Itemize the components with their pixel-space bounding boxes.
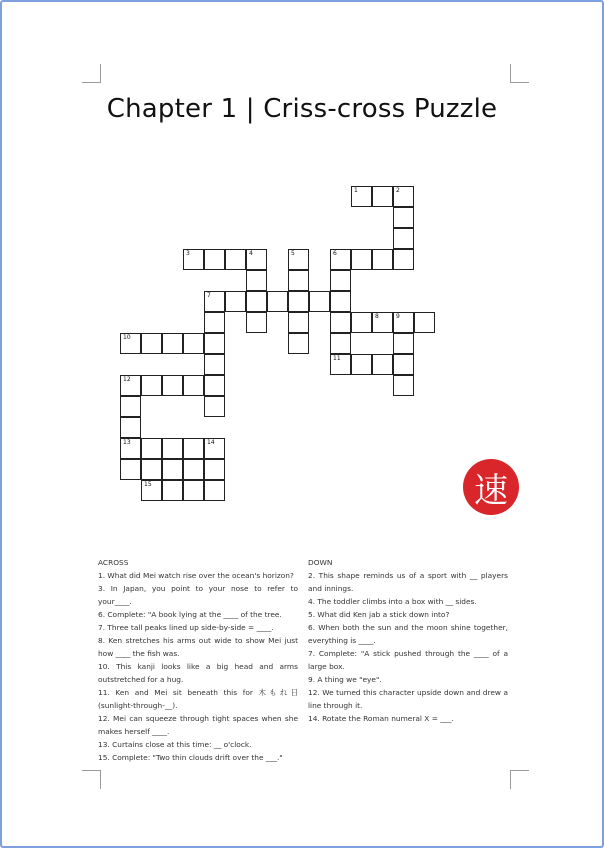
grid-cell[interactable] (393, 186, 414, 207)
grid-cell[interactable] (246, 312, 267, 333)
grid-cell[interactable] (351, 354, 372, 375)
grid-cell[interactable] (330, 291, 351, 312)
clue-number: 9 (396, 313, 400, 320)
grid-cell[interactable] (141, 333, 162, 354)
grid-cell[interactable] (120, 375, 141, 396)
across-clue: 8. Ken stretches his arms out wide to show Mei just how ____ the fish was. (98, 636, 298, 658)
grid-cell[interactable] (204, 375, 225, 396)
down-clue: 4. The toddler climbs into a box with __ sides. (308, 597, 477, 606)
grid-cell[interactable] (183, 459, 204, 480)
clue-number: 1 (354, 187, 358, 194)
down-clues (308, 556, 508, 725)
grid-cell[interactable] (351, 186, 372, 207)
grid-cell[interactable] (330, 249, 351, 270)
grid-cell[interactable] (120, 396, 141, 417)
grid-cell[interactable] (162, 333, 183, 354)
crop-mark-bottom-left (82, 770, 101, 789)
across-clue: 12. Mei can squeeze through tight spaces when she makes herself ____. (98, 714, 298, 736)
grid-cell[interactable] (288, 333, 309, 354)
grid-cell[interactable] (162, 480, 183, 501)
clue-number: 12 (123, 376, 131, 383)
clue-number: 7 (207, 292, 211, 299)
grid-cell[interactable] (183, 480, 204, 501)
page-title: Chapter 1 | Criss-cross Puzzle (106, 94, 498, 124)
grid-cell[interactable] (246, 291, 267, 312)
grid-cell[interactable] (183, 438, 204, 459)
crop-mark-bottom-right (510, 770, 529, 789)
grid-cell[interactable] (204, 333, 225, 354)
grid-cell[interactable] (204, 438, 225, 459)
down-clue: 12. We turned this character upside down and drew a line through it. (308, 688, 508, 710)
down-clue: 6. When both the sun and the moon shine together, everything is ____. (308, 623, 508, 645)
grid-cell[interactable] (183, 375, 204, 396)
grid-cell[interactable] (330, 270, 351, 291)
across-clue-list (98, 569, 298, 764)
grid-cell[interactable] (414, 312, 435, 333)
grid-cell[interactable] (372, 354, 393, 375)
clue-number: 4 (249, 250, 253, 257)
clue-number: 5 (291, 250, 295, 257)
grid-cell[interactable] (141, 480, 162, 501)
clue-number: 14 (207, 439, 215, 446)
speed-kanji-badge (463, 459, 519, 515)
across-clues (98, 556, 298, 764)
clue-number: 8 (375, 313, 379, 320)
grid-cell[interactable] (351, 312, 372, 333)
grid-cell[interactable] (267, 291, 288, 312)
across-clue: 15. Complete: "Two thin clouds drift over the ___." (98, 753, 283, 762)
grid-cell[interactable] (120, 438, 141, 459)
clue-number: 6 (333, 250, 337, 257)
down-header: DOWN (308, 558, 333, 567)
across-clue: 10. This kanji looks like a big head and arms outstretched for a hug. (98, 662, 298, 684)
grid-cell[interactable] (204, 459, 225, 480)
grid-cell[interactable] (372, 186, 393, 207)
grid-cell[interactable] (120, 459, 141, 480)
clue-number: 2 (396, 187, 400, 194)
grid-cell[interactable] (393, 354, 414, 375)
grid-cell[interactable] (330, 333, 351, 354)
grid-cell[interactable] (204, 312, 225, 333)
down-clue: 14. Rotate the Roman numeral X = ___. (308, 714, 454, 723)
down-clue-list (308, 569, 508, 725)
grid-cell[interactable] (225, 249, 246, 270)
grid-cell[interactable] (162, 375, 183, 396)
grid-cell[interactable] (204, 354, 225, 375)
grid-cell[interactable] (204, 291, 225, 312)
grid-cell[interactable] (330, 354, 351, 375)
grid-cell[interactable] (330, 312, 351, 333)
grid-cell[interactable] (246, 270, 267, 291)
grid-cell[interactable] (372, 249, 393, 270)
across-clue: 1. What did Mei watch rise over the ocean's horizon? (98, 571, 294, 580)
grid-cell[interactable] (162, 459, 183, 480)
grid-cell[interactable] (393, 249, 414, 270)
grid-cell[interactable] (288, 312, 309, 333)
across-clue: 13. Curtains close at this time: __ o'clock. (98, 740, 252, 749)
grid-cell[interactable] (288, 270, 309, 291)
down-clue: 9. A thing we "eye". (308, 675, 382, 684)
grid-cell[interactable] (141, 375, 162, 396)
grid-cell[interactable] (351, 249, 372, 270)
across-clue: 6. Complete: "A book lying at the ____ of the tree. (98, 610, 282, 619)
across-clue: 7. Three tall peaks lined up side-by-side = ____. (98, 623, 274, 632)
clue-number: 3 (186, 250, 190, 257)
grid-cell[interactable] (288, 291, 309, 312)
across-clue: 11. Ken and Mei sit beneath this for 木もれ日 (sunlight-through-__). (98, 688, 298, 710)
grid-cell[interactable] (393, 333, 414, 354)
grid-cell[interactable] (288, 249, 309, 270)
grid-cell[interactable] (183, 333, 204, 354)
grid-cell[interactable] (120, 417, 141, 438)
grid-cell[interactable] (393, 207, 414, 228)
grid-cell[interactable] (204, 396, 225, 417)
grid-cell[interactable] (246, 249, 267, 270)
grid-cell[interactable] (141, 459, 162, 480)
grid-cell[interactable] (393, 312, 414, 333)
grid-cell[interactable] (183, 249, 204, 270)
down-clue: 7. Complete: "A stick pushed through the ____ of a large box. (308, 649, 508, 671)
clue-number: 15 (144, 481, 152, 488)
clue-number: 13 (123, 439, 131, 446)
down-clue: 5. What did Ken jab a stick down into? (308, 610, 450, 619)
grid-cell[interactable] (393, 375, 414, 396)
grid-cell[interactable] (393, 228, 414, 249)
grid-cell[interactable] (225, 291, 246, 312)
grid-cell[interactable] (141, 438, 162, 459)
grid-cell[interactable] (204, 480, 225, 501)
across-clue: 3. In Japan, you point to your nose to refer to your____. (98, 584, 298, 606)
badge-glyph: 速 (474, 470, 508, 511)
clue-number: 11 (333, 355, 341, 362)
grid-cell[interactable] (204, 249, 225, 270)
clue-number: 10 (123, 334, 131, 341)
grid-cell[interactable] (162, 438, 183, 459)
grid-cell[interactable] (372, 312, 393, 333)
grid-cell[interactable] (120, 333, 141, 354)
across-header: ACROSS (98, 558, 129, 567)
grid-cell[interactable] (309, 291, 330, 312)
down-clue: 2. This shape reminds us of a sport with __ players and innings. (308, 571, 508, 593)
